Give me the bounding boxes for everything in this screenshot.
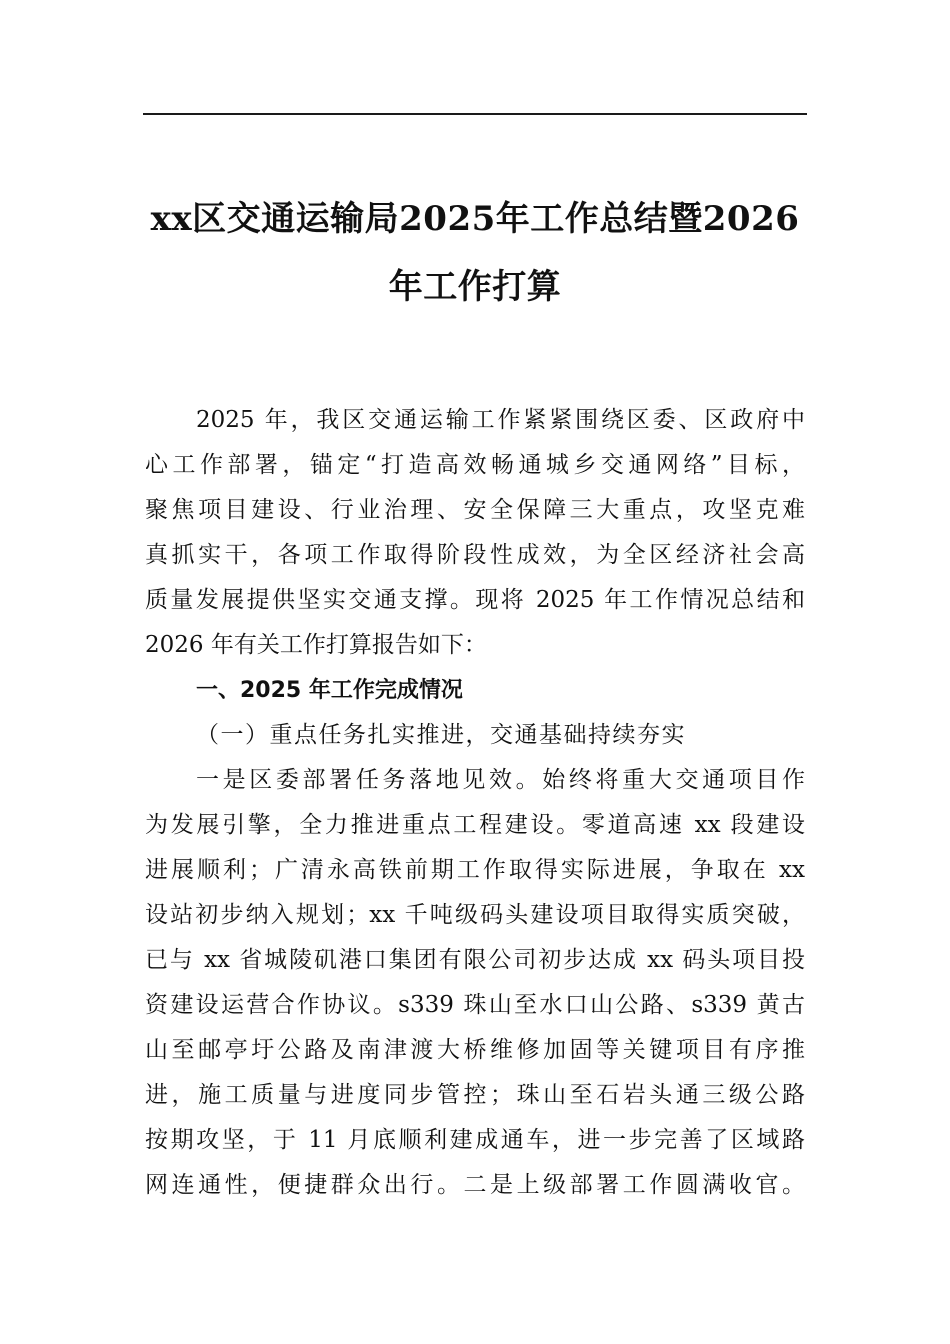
- paragraph-line: 设站初步纳入规划；xx 千吨级码头建设项目取得实质突破，: [145, 902, 805, 928]
- intro-line: 质量发展提供坚实交通支撑。现将 2025 年工作情况总结和: [145, 587, 805, 613]
- intro-line: 心工作部署，锚定“打造高效畅通城乡交通网络”目标，: [145, 452, 805, 478]
- document-title-line-2: 年工作打算: [388, 267, 562, 307]
- intro-line: 2025 年，我区交通运输工作紧紧围绕区委、区政府中: [196, 407, 805, 433]
- section-heading: 一、2025 年工作完成情况: [196, 678, 463, 703]
- subsection-heading: （一）重点任务扎实推进，交通基础持续夯实: [196, 722, 686, 748]
- paragraph-line: 一是区委部署任务落地见效。始终将重大交通项目作: [196, 767, 805, 793]
- paragraph-line: 资建设运营合作协议。s339 珠山至水口山公路、s339 黄古: [145, 992, 805, 1018]
- paragraph-line: 按期攻坚，于 11 月底顺利建成通车，进一步完善了区域路: [145, 1127, 805, 1153]
- intro-line: 聚焦项目建设、行业治理、安全保障三大重点，攻坚克难: [145, 497, 805, 523]
- paragraph-line: 已与 xx 省城陵矶港口集团有限公司初步达成 xx 码头项目投: [145, 947, 805, 973]
- intro-line: 2026 年有关工作打算报告如下：: [145, 632, 487, 658]
- paragraph-line: 山至邮亭圩公路及南津渡大桥维修加固等关键项目有序推: [145, 1037, 805, 1063]
- paragraph-line: 网连通性，便捷群众出行。二是上级部署工作圆满收官。: [145, 1172, 805, 1198]
- paragraph-line: 进展顺利；广清永高铁前期工作取得实际进展，争取在 xx: [145, 857, 805, 883]
- header-rule: [143, 113, 807, 115]
- paragraph-line: 进，施工质量与进度同步管控；珠山至石岩头通三级公路: [145, 1082, 805, 1108]
- document-body: [145, 398, 805, 1208]
- paragraph-line: 为发展引擎，全力推进重点工程建设。零道高速 xx 段建设: [145, 812, 805, 838]
- intro-line: 真抓实干，各项工作取得阶段性成效，为全区经济社会高: [145, 542, 805, 568]
- document-title-line-1: xx区交通运输局2025年工作总结暨2026: [150, 199, 800, 239]
